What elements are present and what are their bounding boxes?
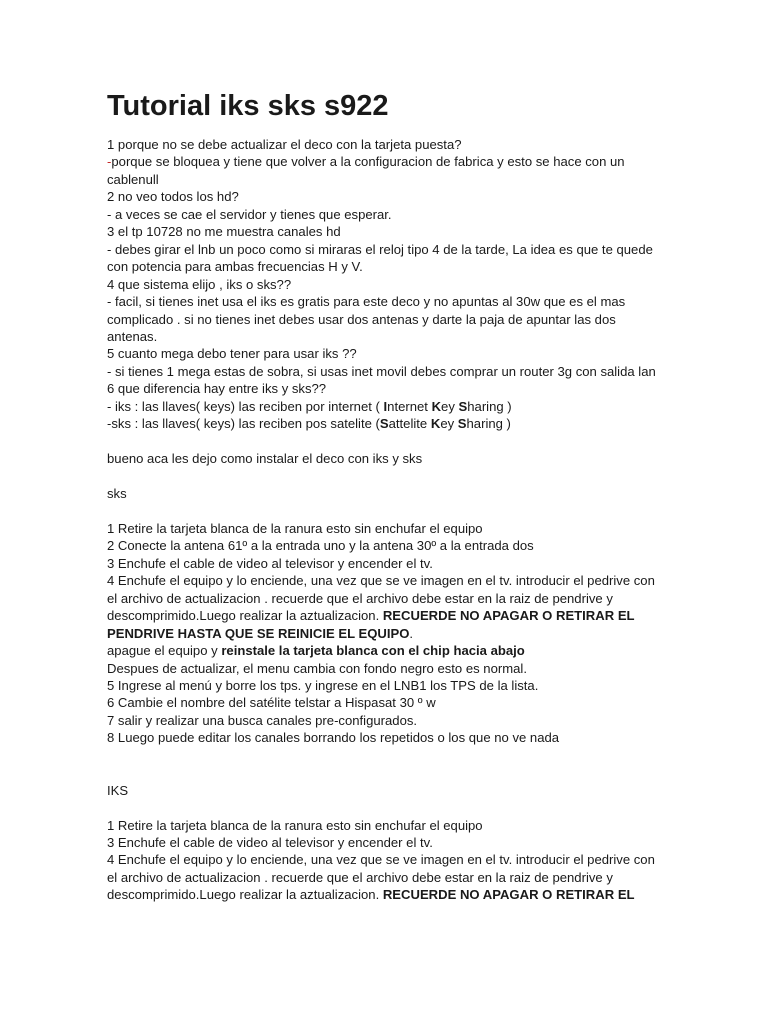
sks-after-update: Despues de actualizar, el menu cambia con fondo negro esto es normal. <box>107 660 527 676</box>
faq-answer-4-cont2: antenas. <box>107 328 158 344</box>
document-body <box>107 136 667 904</box>
sks-reinstall-card: apague el equipo y reinstale la tarjeta blanca con el chip hacia abajo <box>107 643 525 659</box>
sks-step-4-cont: el archivo de actualizacion . recuerde que el archivo debe estar en la raiz de pendrive y <box>107 590 613 606</box>
faq-answer-1-cont: cablenull <box>107 171 159 187</box>
sks-step-4: 4 Enchufe el equipo y lo enciende, una vez que se ve imagen en el tv. introducir el pedrive con <box>107 573 655 589</box>
faq-answer-3: - debes girar el lnb un poco como si miraras el reloj tipo 4 de la tarde, La idea es que te quede <box>107 241 653 257</box>
sks-step-6: 6 Cambie el nombre del satélite telstar a Hispasat 30 º w <box>107 695 436 711</box>
sks-step-3: 3 Enchufe el cable de video al televisor y encender el tv. <box>107 555 433 571</box>
iks-step-4-cont: el archivo de actualizacion . recuerde que el archivo debe estar en la raiz de pendrive y <box>107 869 613 885</box>
spacer <box>107 468 667 485</box>
warning-text: RECUERDE NO APAGAR O RETIRAR EL <box>382 887 635 903</box>
faq-question-5: 5 cuanto mega debo tener para usar iks ?? <box>107 346 357 362</box>
faq-answer-2: - a veces se cae el servidor y tienes que esperar. <box>107 206 392 222</box>
faq-question-6: 6 que diferencia hay entre iks y sks?? <box>107 381 327 397</box>
sks-step-4-cont2: descomprimido.Luego realizar la aztualizacion. RECUERDE NO APAGAR O RETIRAR EL <box>107 608 635 624</box>
iks-step-4: 4 Enchufe el equipo y lo enciende, una vez que se ve imagen en el tv. introducir el pedrive con <box>107 852 655 868</box>
faq-question-4: 4 que sistema elijo , iks o sks?? <box>107 276 292 292</box>
iks-step-3: 3 Enchufe el cable de video al televisor y encender el tv. <box>107 835 433 851</box>
spacer <box>107 433 667 450</box>
intro-text: bueno aca les dejo como instalar el deco con iks y sks <box>107 451 423 467</box>
faq-answer-6-sks: -sks : las llaves( keys) las reciben pos satelite (Sattelite Key Sharing ) <box>107 416 511 432</box>
faq-answer-1: -porque se bloquea y tiene que volver a la configuracion de fabrica y esto se hace con un <box>107 154 625 170</box>
faq-question-1: 1 porque no se debe actualizar el deco con la tarjeta puesta? <box>107 137 462 152</box>
iks-step-1: 1 Retire la tarjeta blanca de la ranura esto sin enchufar el equipo <box>107 817 483 833</box>
spacer <box>107 799 667 816</box>
spacer <box>107 764 667 781</box>
sks-step-1: 1 Retire la tarjeta blanca de la ranura esto sin enchufar el equipo <box>107 520 483 536</box>
faq-answer-5: - si tienes 1 mega estas de sobra, si usas inet movil debes comprar un router 3g con salida lan <box>107 363 656 379</box>
iks-heading: IKS <box>107 782 129 798</box>
spacer <box>107 747 667 764</box>
faq-answer-3-cont: con potencia para ambas frecuencias H y V. <box>107 259 363 275</box>
faq-question-3: 3 el tp 10728 no me muestra canales hd <box>107 224 341 240</box>
sks-step-7: 7 salir y realizar una busca canales pre-configurados. <box>107 712 418 728</box>
spacer <box>107 502 667 519</box>
sks-heading: sks <box>107 486 127 502</box>
sks-step-2: 2 Conecte la antena 61º a la entrada uno y la antena 30º a la entrada dos <box>107 538 534 554</box>
document-title: Tutorial iks sks s922 <box>107 90 389 122</box>
sks-step-5: 5 Ingrese al menú y borre los tps. y ingrese en el LNB1 los TPS de la lista. <box>107 678 539 693</box>
sks-step-4-warning: PENDRIVE HASTA QUE SE REINICIE EL EQUIPO. <box>107 625 414 641</box>
faq-answer-4: - facil, si tienes inet usa el iks es gratis para este deco y no apuntas al 30w que es el mas <box>107 294 626 310</box>
warning-text: PENDRIVE HASTA QUE SE REINICIE EL EQUIPO <box>107 625 410 641</box>
faq-question-2: 2 no veo todos los hd? <box>107 189 239 205</box>
answer-dash: - <box>107 154 112 170</box>
sks-step-8: 8 Luego puede editar los canales borrando los repetidos o los que no ve nada <box>107 730 560 746</box>
reinstall-instruction: reinstale la tarjeta blanca con el chip hacia abajo <box>221 643 525 659</box>
faq-answer-6-iks: - iks : las llaves( keys) las reciben por internet ( Internet Key Sharing ) <box>107 398 512 414</box>
warning-text: RECUERDE NO APAGAR O RETIRAR EL <box>382 608 635 624</box>
faq-answer-4-cont: complicado . si no tienes inet debes usar dos antenas y darte la paja de apuntar las dos <box>107 311 616 327</box>
iks-step-4-cont2: descomprimido.Luego realizar la aztualizacion. RECUERDE NO APAGAR O RETIRAR EL <box>107 887 635 903</box>
